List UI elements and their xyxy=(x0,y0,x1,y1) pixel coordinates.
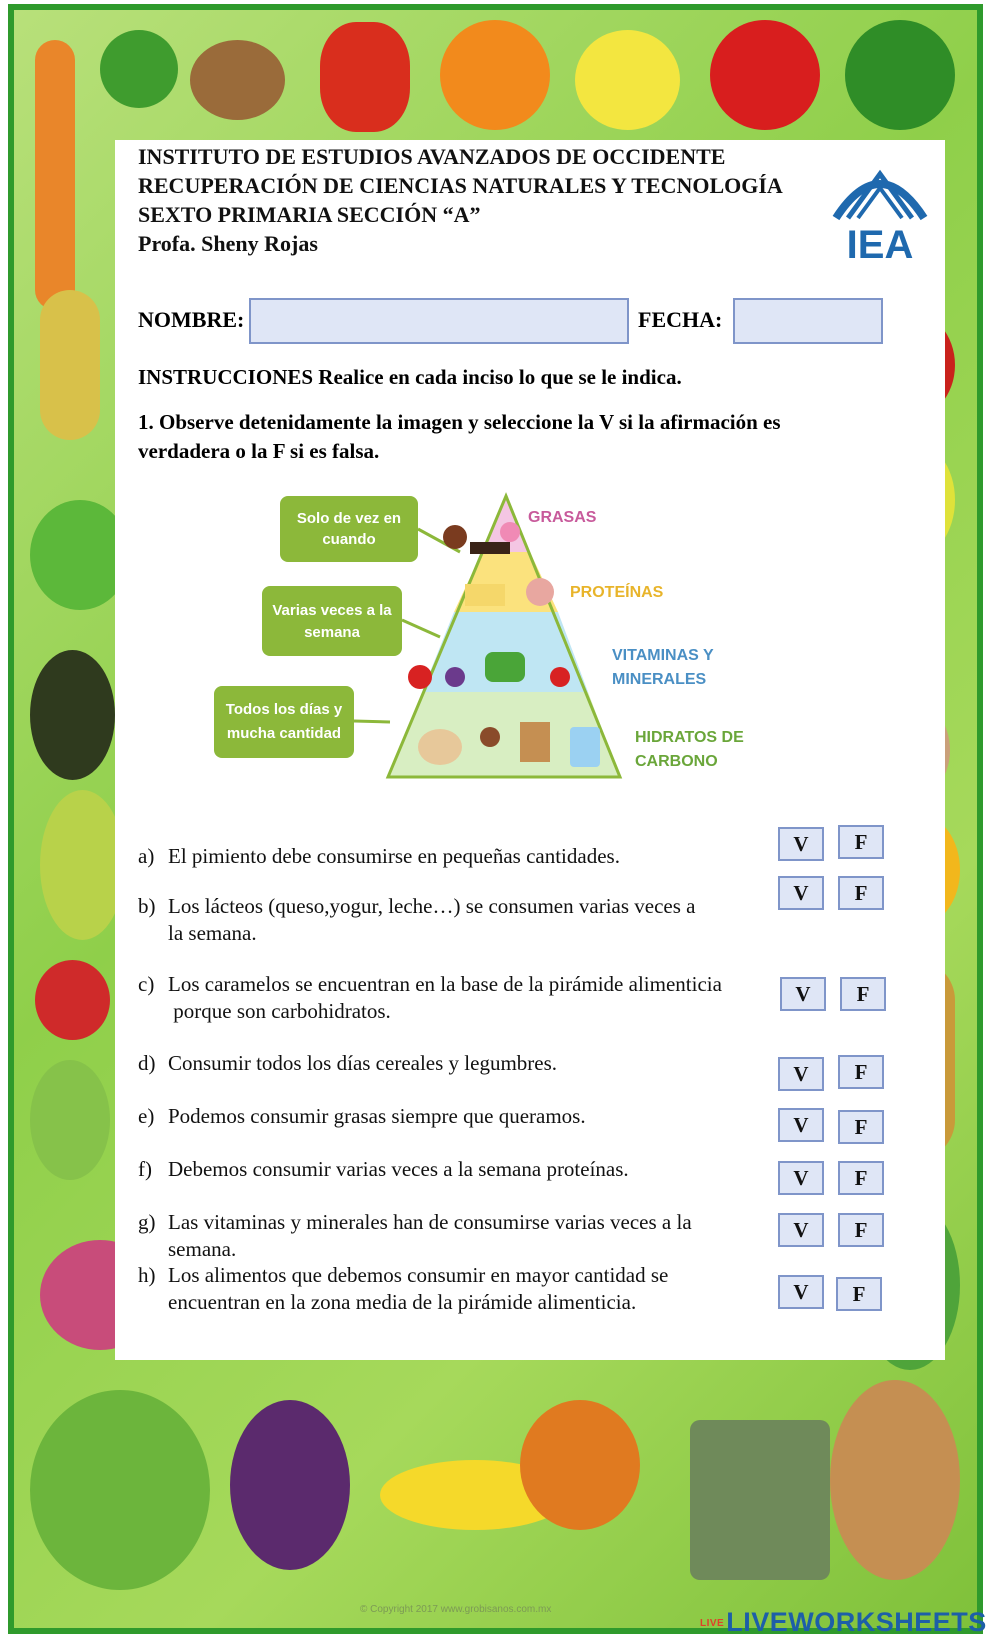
statement-letter: d) xyxy=(138,1051,156,1075)
statement-text: porque son carbohidratos. xyxy=(168,999,391,1023)
freq-top-line2: cuando xyxy=(322,531,376,548)
true-button-g[interactable]: V xyxy=(778,1213,824,1247)
statement-text: encuentran en la zona media de la pirámide alimenticia. xyxy=(168,1290,637,1314)
level-vitamins-line1: VITAMINAS Y xyxy=(612,647,714,664)
statement-c xyxy=(138,971,722,1025)
false-button-a[interactable]: F xyxy=(838,825,884,859)
false-button-g[interactable]: F xyxy=(838,1213,884,1247)
food-pyramid xyxy=(210,492,790,810)
false-button-h[interactable]: F xyxy=(836,1277,882,1311)
true-button-h[interactable]: V xyxy=(778,1275,824,1309)
name-input[interactable] xyxy=(249,298,629,344)
false-button-c[interactable]: F xyxy=(840,977,886,1011)
date-label: FECHA: xyxy=(638,307,723,332)
statement-g xyxy=(138,1209,692,1263)
course-name: RECUPERACIÓN DE CIENCIAS NATURALES Y TECNOLOGÍA xyxy=(138,173,783,198)
level-fats: GRASAS xyxy=(528,509,597,526)
level-vitamins-line2: MINERALES xyxy=(612,671,707,688)
statement-letter: b) xyxy=(138,894,156,918)
statement-letter: h) xyxy=(138,1263,156,1287)
statement-text: Los caramelos se encuentran en la base de la pirámide alimenticia xyxy=(168,972,722,996)
statement-h xyxy=(138,1262,668,1316)
true-button-f[interactable]: V xyxy=(778,1161,824,1195)
liveworksheets-brand[interactable] xyxy=(700,1607,987,1638)
statement-letter: e) xyxy=(138,1104,155,1128)
statement-text: Podemos consumir grasas siempre que queramos. xyxy=(168,1104,586,1128)
statement-text: Consumir todos los días cereales y legumbres. xyxy=(168,1051,558,1075)
statement-a xyxy=(138,843,620,870)
statement-text: El pimiento debe consumirse en pequeñas cantidades. xyxy=(168,844,620,868)
statement-text: semana. xyxy=(168,1237,237,1261)
name-label: NOMBRE: xyxy=(138,307,245,332)
brand-prefix: LIVE xyxy=(700,1617,725,1629)
statement-letter: f) xyxy=(138,1157,152,1181)
statement-letter: a) xyxy=(138,844,155,868)
statement-b xyxy=(138,893,695,947)
instructions: INSTRUCCIONES Realice en cada inciso lo que se le indica. xyxy=(138,365,682,389)
grade-section: SEXTO PRIMARIA SECCIÓN “A” xyxy=(138,202,481,227)
statement-text: Los alimentos que debemos consumir en mayor cantidad se xyxy=(168,1263,669,1287)
freq-mid-line1: Varias veces a la xyxy=(272,602,392,619)
statement-e xyxy=(138,1103,586,1130)
false-button-f[interactable]: F xyxy=(838,1161,884,1195)
level-proteins: PROTEÍNAS xyxy=(570,584,664,601)
statement-d xyxy=(138,1050,557,1077)
true-button-d[interactable]: V xyxy=(778,1057,824,1091)
statement-letter: c) xyxy=(138,972,155,996)
statement-text: Debemos consumir varias veces a la semana proteínas. xyxy=(168,1157,629,1181)
date-input[interactable] xyxy=(733,298,883,344)
school-header xyxy=(138,142,783,258)
teacher-name: Profa. Sheny Rojas xyxy=(138,231,318,256)
brand-text: LIVEWORKSHEETS xyxy=(726,1607,987,1637)
false-button-b[interactable]: F xyxy=(838,876,884,910)
freq-bottom-line1: Todos los días y xyxy=(225,701,343,718)
true-button-b[interactable]: V xyxy=(778,876,824,910)
question-1: 1. Observe detenidamente la imagen y seleccione la V si la afirmación es verdadera o la F si es falsa. xyxy=(138,410,781,463)
true-button-e[interactable]: V xyxy=(778,1108,824,1142)
statement-letter: g) xyxy=(138,1210,156,1234)
true-button-a[interactable]: V xyxy=(778,827,824,861)
level-carbs-line1: HIDRATOS DE xyxy=(635,729,744,746)
statement-text: Los lácteos (queso,yogur, leche…) se consumen varias veces a xyxy=(168,894,696,918)
iea-school-logo xyxy=(826,148,934,266)
logo-text: IEA xyxy=(846,223,914,266)
statement-text: Las vitaminas y minerales han de consumirse varias veces a la xyxy=(168,1210,692,1234)
false-button-d[interactable]: F xyxy=(838,1055,884,1089)
true-button-c[interactable]: V xyxy=(780,977,826,1011)
statement-f xyxy=(138,1156,629,1183)
copyright-text: © Copyright 2017 www.grobisanos.com.mx xyxy=(360,1604,552,1615)
freq-mid-line2: semana xyxy=(304,624,360,641)
false-button-e[interactable]: F xyxy=(838,1110,884,1144)
institute-name: INSTITUTO DE ESTUDIOS AVANZADOS DE OCCIDENTE xyxy=(138,144,726,169)
freq-top-line1: Solo de vez en xyxy=(296,510,402,527)
level-carbs-line2: CARBONO xyxy=(635,753,718,770)
statement-text: la semana. xyxy=(168,921,257,945)
freq-bottom-line2: mucha cantidad xyxy=(226,725,342,742)
